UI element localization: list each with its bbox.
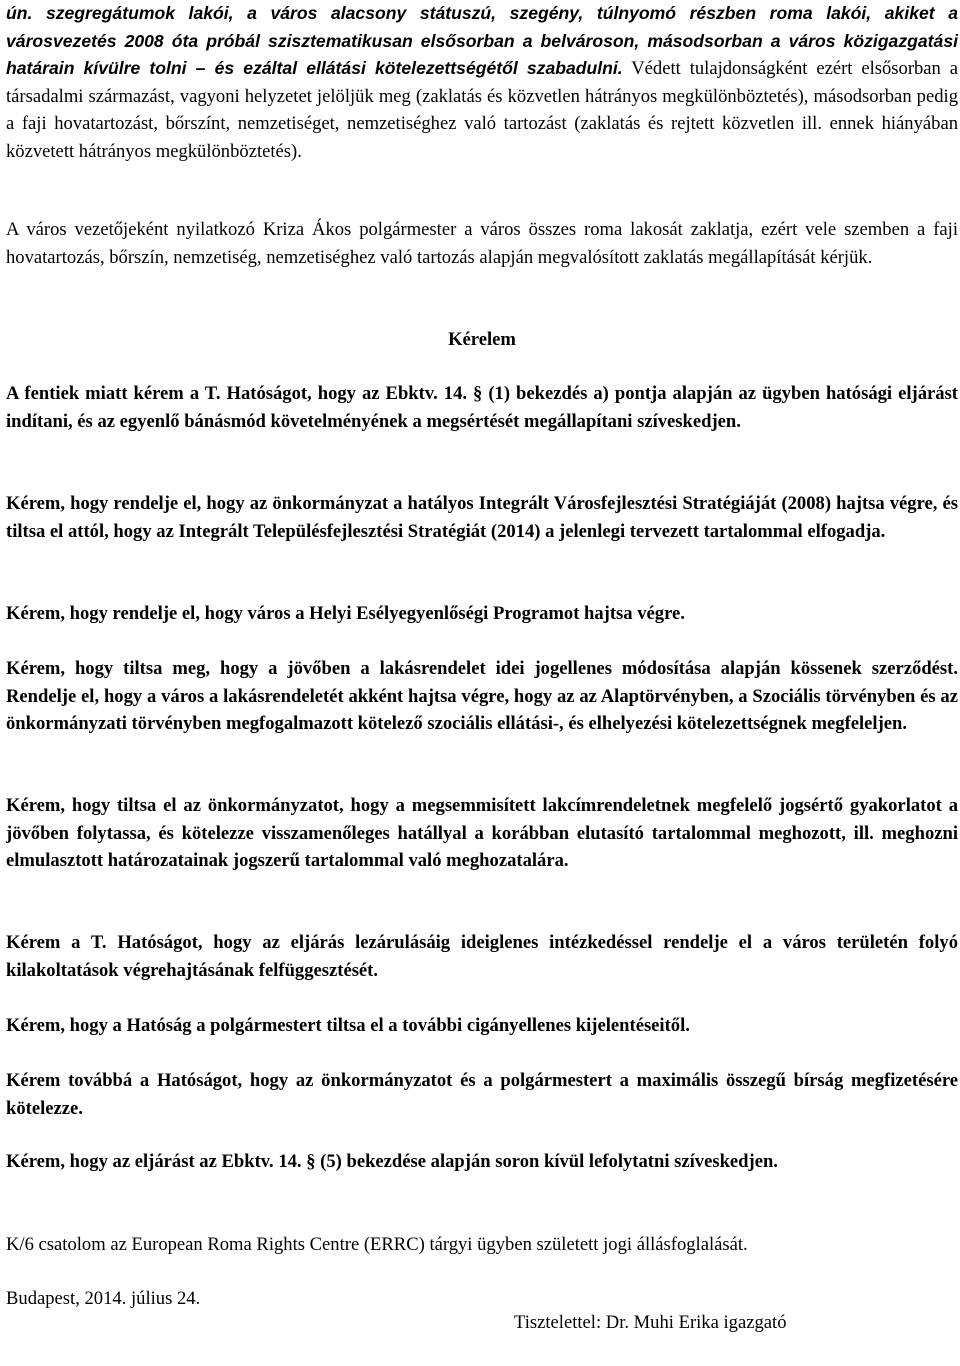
request-heading: Kérelem	[448, 329, 516, 350]
request-paragraph-anti-gypsy-statements: Kérem, hogy a Hatóság a polgármestert tiltsa el a további cigányellenes kijelentéseitől.	[6, 1015, 690, 1036]
request-paragraph-eviction-suspension: Kérem a T. Hatóságot, hogy az eljárás lezárulásáig ideiglenes intézkedéssel rendelje el a város területén folyó kilakoltatások végrehajtásának felfüggesztését.	[6, 932, 958, 981]
intro-protected-traits-text: Védett tulajdonságként ezért elsősorban a társadalmi származást, vagyoni helyzetet jelöljük meg (zaklatás és közvetlen hátrányos megkülönböztetés), másodsorban pedig a faji hovatartozást, bőrszínt, nemzetiséget, nemzetiséghez való tartozást (zaklatás és rejtett közvetlen ill. ennek hiányában közvetett hátrányos megkülönböztetés).	[6, 58, 959, 162]
request-paragraph-address-decree: Kérem, hogy tiltsa el az önkormányzatot, hogy a megsemmisített lakcímrendeletnek megfelelő jogsértő gyakorlatot a jövőben folytassa, és kötelezze visszamenőleges hatállyal a korábban elutasító tartalommal meghozott, ill. meghozni elmulasztott határozatainak jogszerű tartalommal való meghozatalára.	[6, 795, 958, 871]
request-paragraph-housing-decree: Kérem, hogy tiltsa meg, hogy a jövőben a lakásrendelet idei jogellenes módosítása alapján kössenek szerződést. Rendelje el, hogy a város a lakásrendeletét akként hajtsa végre, hogy az az Alaptörvényben, a Szociális törvényben és az önkormányzati törvényben megfogalmazott kötelező szociális ellátási-, és elhelyezési kötelezettségnek megfeleljen.	[6, 658, 958, 734]
intro-paragraph	[6, 0, 958, 165]
attachment-note: K/6 csatolom az European Roma Rights Centre (ERRC) tárgyi ügyben született jogi állásfoglalását.	[6, 1234, 748, 1255]
request-paragraph-equal-opportunity: Kérem, hogy rendelje el, hogy város a Helyi Esélyegyenlőségi Programot hajtsa végre.	[6, 603, 685, 624]
signature-line: Tisztelettel: Dr. Muhi Erika igazgató	[514, 1312, 787, 1333]
request-paragraph-procedure: A fentiek miatt kérem a T. Hatóságot, hogy az Ebktv. 14. § (1) bekezdés a) pontja alapján az ügyben hatósági eljárást indítani, és az egyenlő bánásmód követelményének a megsértését megállapítani szíveskedjen.	[6, 383, 958, 432]
request-paragraph-urban-strategy: Kérem, hogy rendelje el, hogy az önkormányzat a hatályos Integrált Városfejlesztési Stratégiáját (2008) hajtsa végre, és tiltsa el attól, hogy az Integrált Településfejlesztési Stratégiát (2014) a jelenlegi tervezett tartalommal elfogadja.	[6, 493, 958, 542]
request-paragraph-fine: Kérem továbbá a Hatóságot, hogy az önkormányzatot és a polgármestert a maximális összegű bírság megfizetésére kötelezze.	[6, 1070, 958, 1119]
request-paragraph-expedited: Kérem, hogy az eljárást az Ebktv. 14. § (5) bekezdése alapján soron kívül lefolytatni szíveskedjen.	[6, 1151, 778, 1172]
intro-italic-text: ún. szegregátumok lakói, a város alacsony státuszú, szegény, túlnyomó részben roma lakói, akiket a városvezetés 2008 óta próbál szisztematikusan elsősorban a belvároson, másodsorban a város közigazgatási határain kívülre tolni – és ezáltal ellátási kötelezettségétől szabadulni.	[6, 3, 958, 78]
mayor-harassment-paragraph: A város vezetőjeként nyilatkozó Kriza Ákos polgármester a város összes roma lakosát zaklatja, ezért vele szemben a faji hovatartozás, bőrszín, nemzetiség, nemzetiséghez való tartozás alapján megvalósított zaklatás megállapítását kérjük.	[6, 219, 958, 268]
place-and-date: Budapest, 2014. július 24.	[6, 1288, 201, 1309]
